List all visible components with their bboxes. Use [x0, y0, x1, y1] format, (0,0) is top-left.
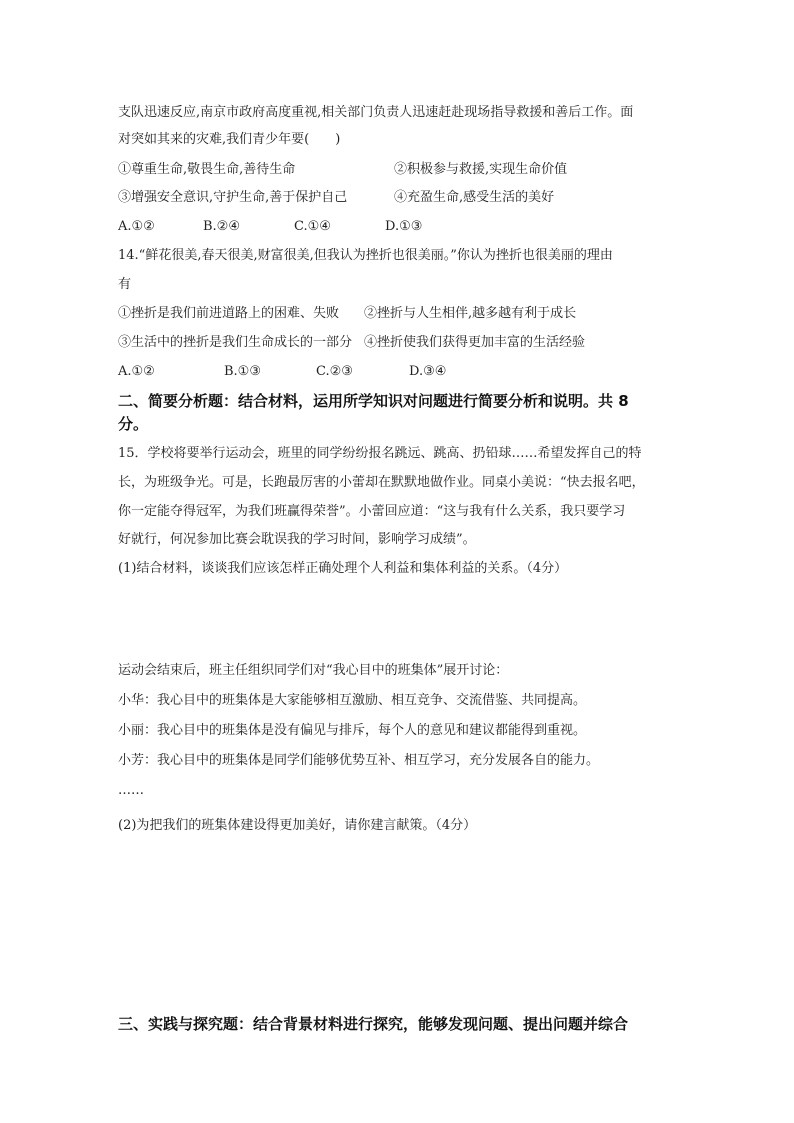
q15-material-line: 好就行，何况参加比赛会耽误我的学习时间，影响学习成绩”。	[118, 532, 476, 547]
q14-answer-a: A.①②	[118, 364, 155, 379]
q13-stem-line: 对突如其来的灾难,我们青少年要( )	[118, 132, 341, 147]
q14-stem-line: 14.“鲜花很美,春天很美,财富很美,但我认为挫折也很美丽。”你认为挫折也很美丽的理由	[118, 248, 613, 263]
discussion-line: 小芳：我心目中的班集体是同学们能够优势互补、相互学习，充分发展各自的能力。	[118, 753, 600, 768]
section-2-heading: 二、简要分析题：结合材料，运用所学知识对问题进行简要分析和说明。共 8	[118, 392, 629, 410]
q14-option: ②挫折与人生相伴,越多越有利于成长	[364, 306, 577, 321]
q13-option: ④充盈生命,感受生活的美好	[394, 190, 555, 205]
discussion-line: 运动会结束后，班主任组织同学们对“我心目中的班集体”展开讨论：	[118, 663, 509, 678]
q15-subquestion-2: (2)为把我们的班集体建设得更加美好，请你建言献策。（4分）	[118, 818, 477, 833]
q14-option: ④挫折使我们获得更加丰富的生活经验	[364, 335, 586, 350]
q14-answer-d: D.③④	[409, 364, 447, 379]
q15-subquestion-1: (1)结合材料，谈谈我们应该怎样正确处理个人利益和集体利益的关系。（4分）	[118, 561, 568, 576]
q14-option: ①挫折是我们前进道路上的困难、失败	[118, 306, 340, 321]
q13-answer-a: A.①②	[118, 219, 155, 234]
q13-option: ①尊重生命,敬畏生命,善待生命	[118, 162, 296, 177]
discussion-line: 小华：我心目中的班集体是大家能够相互激励、相互竞争、交流借鉴、共同提高。	[118, 693, 587, 708]
q14-answer-b: B.①③	[224, 364, 261, 379]
q14-option: ③生活中的挫折是我们生命成长的一部分	[118, 335, 353, 350]
discussion-line: 小丽：我心目中的班集体是没有偏见与排斥，每个人的意见和建议都能得到重视。	[118, 723, 587, 738]
q15-material-line: 长，为班级争光。可是，长跑最厉害的小蕾却在默默地做作业。同桌小美说：“快去报名吧，	[118, 475, 645, 490]
q13-option: ②积极参与救援,实现生命价值	[394, 162, 568, 177]
q14-stem-line: 有	[118, 277, 132, 292]
q13-answer-d: D.①③	[385, 219, 423, 234]
q13-answer-c: C.①④	[294, 219, 331, 234]
q13-answer-b: B.②④	[203, 219, 240, 234]
section-3-heading: 三、实践与探究题：结合背景材料进行探究，能够发现问题、提出问题并综合	[118, 1015, 629, 1033]
q13-option: ③增强安全意识,守护生命,善于保护自己	[118, 190, 348, 205]
q13-stem-line: 支队迅速反应,南京市政府高度重视,相关部门负责人迅速赶赴现场指导救援和善后工作。面	[118, 105, 634, 120]
section-2-heading-cont: 分。	[118, 415, 149, 433]
q15-material-line: 你一定能夺得冠军，为我们班赢得荣誉”。小蕾回应道：“这与我有什么关系，我只要学习	[118, 504, 626, 519]
discussion-ellipsis: ……	[118, 783, 144, 798]
q15-material-line: 15．学校将要举行运动会，班里的同学纷纷报名跳远、跳高、扔铅球……希望发挥自己的特	[118, 446, 642, 461]
q14-answer-c: C.②③	[316, 364, 353, 379]
